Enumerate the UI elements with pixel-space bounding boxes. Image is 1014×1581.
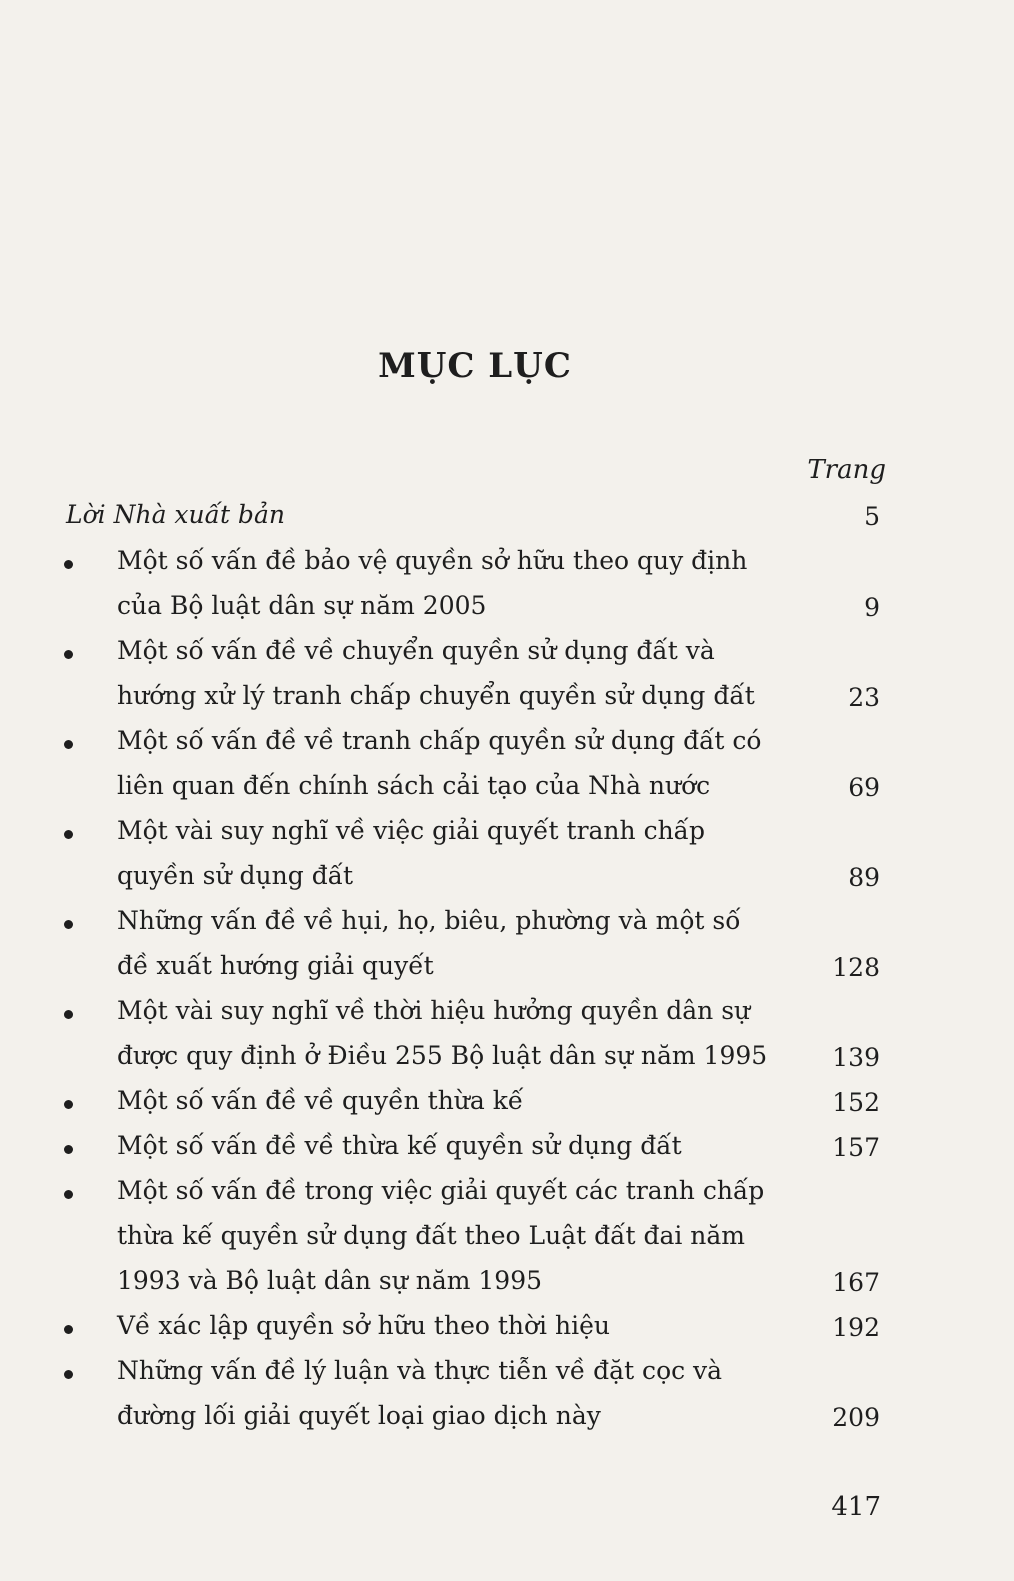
toc-page-number: 5 xyxy=(864,502,880,531)
bullet-icon xyxy=(64,1190,73,1199)
toc-entry-text: liên quan đến chính sách cải tạo của Nhà nước xyxy=(117,771,711,800)
toc-page-number: 128 xyxy=(832,953,880,982)
toc-entry-text: được quy định ở Điều 255 Bộ luật dân sự năm 1995 xyxy=(117,1041,768,1070)
toc-page-number: 167 xyxy=(832,1268,880,1297)
toc-page-number: 69 xyxy=(848,773,880,802)
toc-entry-text: Một vài suy nghĩ về thời hiệu hưởng quyền dân sự xyxy=(117,996,751,1025)
toc-page-number: 9 xyxy=(864,593,880,622)
bullet-icon xyxy=(64,740,73,749)
toc-entry-text: thừa kế quyền sử dụng đất theo Luật đất đai năm xyxy=(117,1221,746,1250)
toc-entry-text: Về xác lập quyền sở hữu theo thời hiệu xyxy=(117,1311,610,1340)
bullet-icon xyxy=(64,560,73,569)
page-column-header: Trang xyxy=(807,455,886,485)
toc-page-number: 209 xyxy=(832,1403,880,1432)
toc-page-number: 157 xyxy=(832,1133,880,1162)
bullet-icon xyxy=(64,830,73,839)
bullet-icon xyxy=(64,920,73,929)
toc-entry-text: Lời Nhà xuất bản xyxy=(66,500,285,529)
bullet-icon xyxy=(64,1100,73,1109)
toc-entry-text: Một vài suy nghĩ về việc giải quyết tranh chấp xyxy=(117,816,706,845)
toc-entry-text: 1993 và Bộ luật dân sự năm 1995 xyxy=(117,1266,543,1295)
toc-entry-text: quyền sử dụng đất xyxy=(117,861,354,890)
toc-entry-text: đề xuất hướng giải quyết xyxy=(117,951,434,980)
toc-entry-text: Một số vấn đề về quyền thừa kế xyxy=(117,1086,524,1115)
toc-entry-text: đường lối giải quyết loại giao dịch này xyxy=(117,1401,601,1430)
toc-entry-text: của Bộ luật dân sự năm 2005 xyxy=(117,591,487,620)
bullet-icon xyxy=(64,1145,73,1154)
toc-entry-text: hướng xử lý tranh chấp chuyển quyền sử dụng đất xyxy=(117,681,755,710)
toc-entry-text: Những vấn đề lý luận và thực tiễn về đặt cọc và xyxy=(117,1356,723,1385)
toc-entry-text: Một số vấn đề bảo vệ quyền sở hữu theo quy định xyxy=(117,546,748,575)
page-number: 417 xyxy=(831,1492,881,1522)
toc-page-number: 89 xyxy=(848,863,880,892)
toc-entry-text: Những vấn đề về hụi, họ, biêu, phường và một số xyxy=(117,906,741,935)
toc-page-number: 152 xyxy=(832,1088,880,1117)
toc-page-number: 192 xyxy=(832,1313,880,1342)
toc-entry-text: Một số vấn đề trong việc giải quyết các tranh chấp xyxy=(117,1176,765,1205)
toc-entry-text: Một số vấn đề về thừa kế quyền sử dụng đất xyxy=(117,1131,682,1160)
bullet-icon xyxy=(64,1370,73,1379)
toc-page-number: 23 xyxy=(848,683,880,712)
toc-page-number: 139 xyxy=(832,1043,880,1072)
page-title: MỤC LỤC xyxy=(378,346,572,386)
bullet-icon xyxy=(64,1325,73,1334)
bullet-icon xyxy=(64,650,73,659)
bullet-icon xyxy=(64,1010,73,1019)
toc-entry-text: Một số vấn đề về tranh chấp quyền sử dụng đất có xyxy=(117,726,762,755)
toc-entry-text: Một số vấn đề về chuyển quyền sử dụng đất và xyxy=(117,636,715,665)
